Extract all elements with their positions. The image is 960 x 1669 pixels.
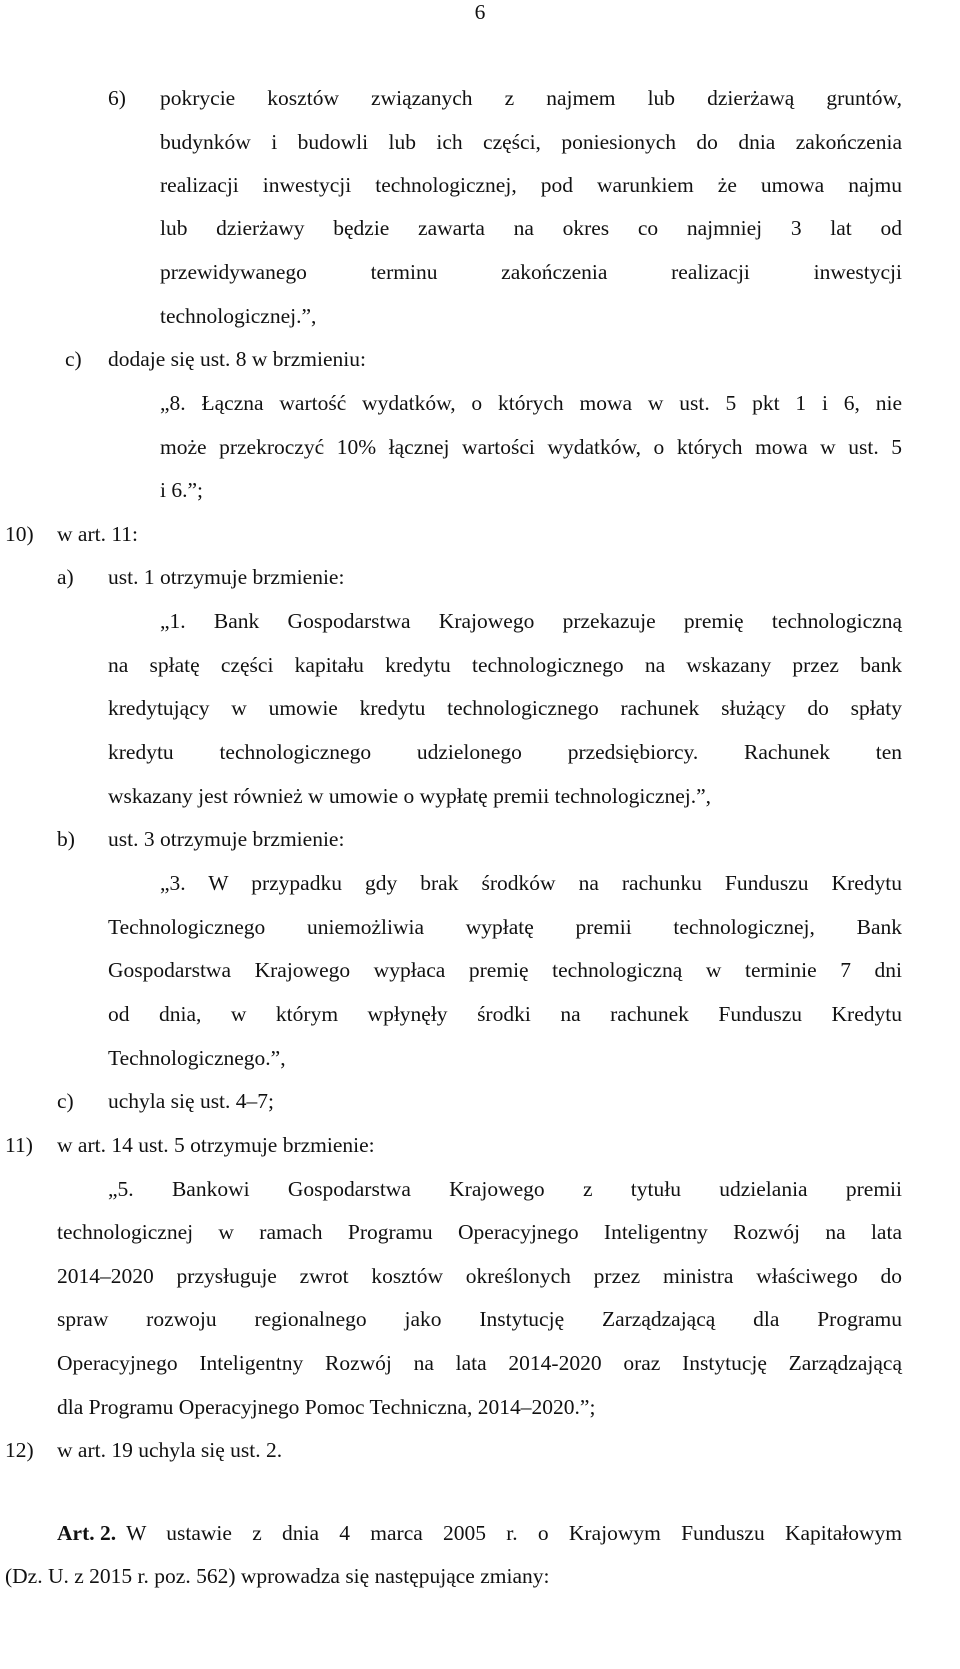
item-10-label: 10) bbox=[5, 522, 34, 546]
article-2-text-cont: (Dz. U. z 2015 r. poz. 562) wprowadza się następujące zmiany: bbox=[5, 1564, 550, 1588]
quoted-provision-line: „1. Bank Gospodarstwa Krajowego przekazuje premię technologiczną bbox=[160, 609, 902, 633]
item-12-text: w art. 19 uchyla się ust. 2. bbox=[57, 1438, 283, 1462]
quoted-provision-line: od dnia, w którym wpłynęły środki na rachunek Funduszu Kredytu bbox=[108, 1002, 902, 1026]
quoted-provision-line: na spłatę części kapitału kredytu technologicznego na wskazany przez bank bbox=[108, 653, 902, 677]
quoted-provision-line: „8. Łączna wartość wydatków, o których mowa w ust. 5 pkt 1 i 6, nie bbox=[160, 391, 902, 415]
point-a-label: a) bbox=[57, 565, 74, 589]
point-c-label: c) bbox=[57, 1089, 74, 1113]
point-c-text: dodaje się ust. 8 w brzmieniu: bbox=[108, 347, 366, 371]
point-b-text: ust. 3 otrzymuje brzmienie: bbox=[108, 827, 345, 851]
quoted-provision-line: wskazany jest również w umowie o wypłatę premii technologicznej.”, bbox=[108, 784, 711, 808]
item-12-label: 12) bbox=[5, 1438, 34, 1462]
quoted-provision-line: kredytujący w umowie kredytu technologicznego rachunek służący do spłaty bbox=[108, 696, 902, 720]
item-11-text: w art. 14 ust. 5 otrzymuje brzmienie: bbox=[57, 1133, 375, 1157]
quoted-provision-line: i 6.”; bbox=[160, 478, 203, 502]
point-b-label: b) bbox=[57, 827, 75, 851]
quoted-provision-line: 2014–2020 przysługuje zwrot kosztów określonych przez ministra właściwego do bbox=[57, 1264, 902, 1288]
point-a-text: ust. 1 otrzymuje brzmienie: bbox=[108, 565, 345, 589]
item-6-line: technologicznej.”, bbox=[160, 304, 317, 328]
item-6-line: realizacji inwestycji technologicznej, pod warunkiem że umowa najmu bbox=[160, 173, 902, 197]
point-c-label: c) bbox=[65, 347, 82, 371]
point-c-text: uchyla się ust. 4–7; bbox=[108, 1089, 275, 1113]
quoted-provision-line: „5. Bankowi Gospodarstwa Krajowego z tytułu udzielania premii bbox=[108, 1177, 902, 1201]
quoted-provision-line: Operacyjnego Inteligentny Rozwój na lata 2014-2020 oraz Instytucję Zarządzającą bbox=[57, 1351, 902, 1375]
item-6-line: przewidywanego terminu zakończenia realizacji inwestycji bbox=[160, 260, 902, 284]
item-6-label: 6) bbox=[108, 86, 126, 110]
quoted-provision-line: Technologicznego uniemożliwia wypłatę premii technologicznej, Bank bbox=[108, 915, 902, 939]
quoted-provision-line: kredytu technologicznego udzielonego przedsiębiorcy. Rachunek ten bbox=[108, 740, 902, 764]
item-11-label: 11) bbox=[5, 1133, 33, 1157]
quoted-provision-line: Technologicznego.”, bbox=[108, 1046, 286, 1070]
item-6-line: pokrycie kosztów związanych z najmem lub dzierżawą gruntów, bbox=[160, 86, 902, 110]
quoted-provision-line: dla Programu Operacyjnego Pomoc Techniczna, 2014–2020.”; bbox=[57, 1395, 596, 1419]
article-2-heading: Art. 2. bbox=[57, 1521, 117, 1545]
article-2-line bbox=[57, 1520, 902, 1546]
item-6-line: lub dzierżawy będzie zawarta na okres co najmniej 3 lat od bbox=[160, 216, 902, 240]
quoted-provision-line: spraw rozwoju regionalnego jako Instytucję Zarządzającą dla Programu bbox=[57, 1307, 902, 1331]
page-number: 6 bbox=[474, 0, 486, 24]
quoted-provision-line: technologicznej w ramach Programu Operacyjnego Inteligentny Rozwój na lata bbox=[57, 1220, 902, 1244]
quoted-provision-line: Gospodarstwa Krajowego wypłaca premię technologiczną w terminie 7 dni bbox=[108, 958, 902, 982]
quoted-provision-line: „3. W przypadku gdy brak środków na rachunku Funduszu Kredytu bbox=[160, 871, 902, 895]
item-10-text: w art. 11: bbox=[57, 522, 139, 546]
quoted-provision-line: może przekroczyć 10% łącznej wartości wydatków, o których mowa w ust. 5 bbox=[160, 435, 902, 459]
item-6-line: budynków i budowli lub ich części, poniesionych do dnia zakończenia bbox=[160, 130, 902, 154]
article-2-text: W ustawie z dnia 4 marca 2005 r. o Krajowym Funduszu Kapitałowym bbox=[126, 1521, 902, 1545]
